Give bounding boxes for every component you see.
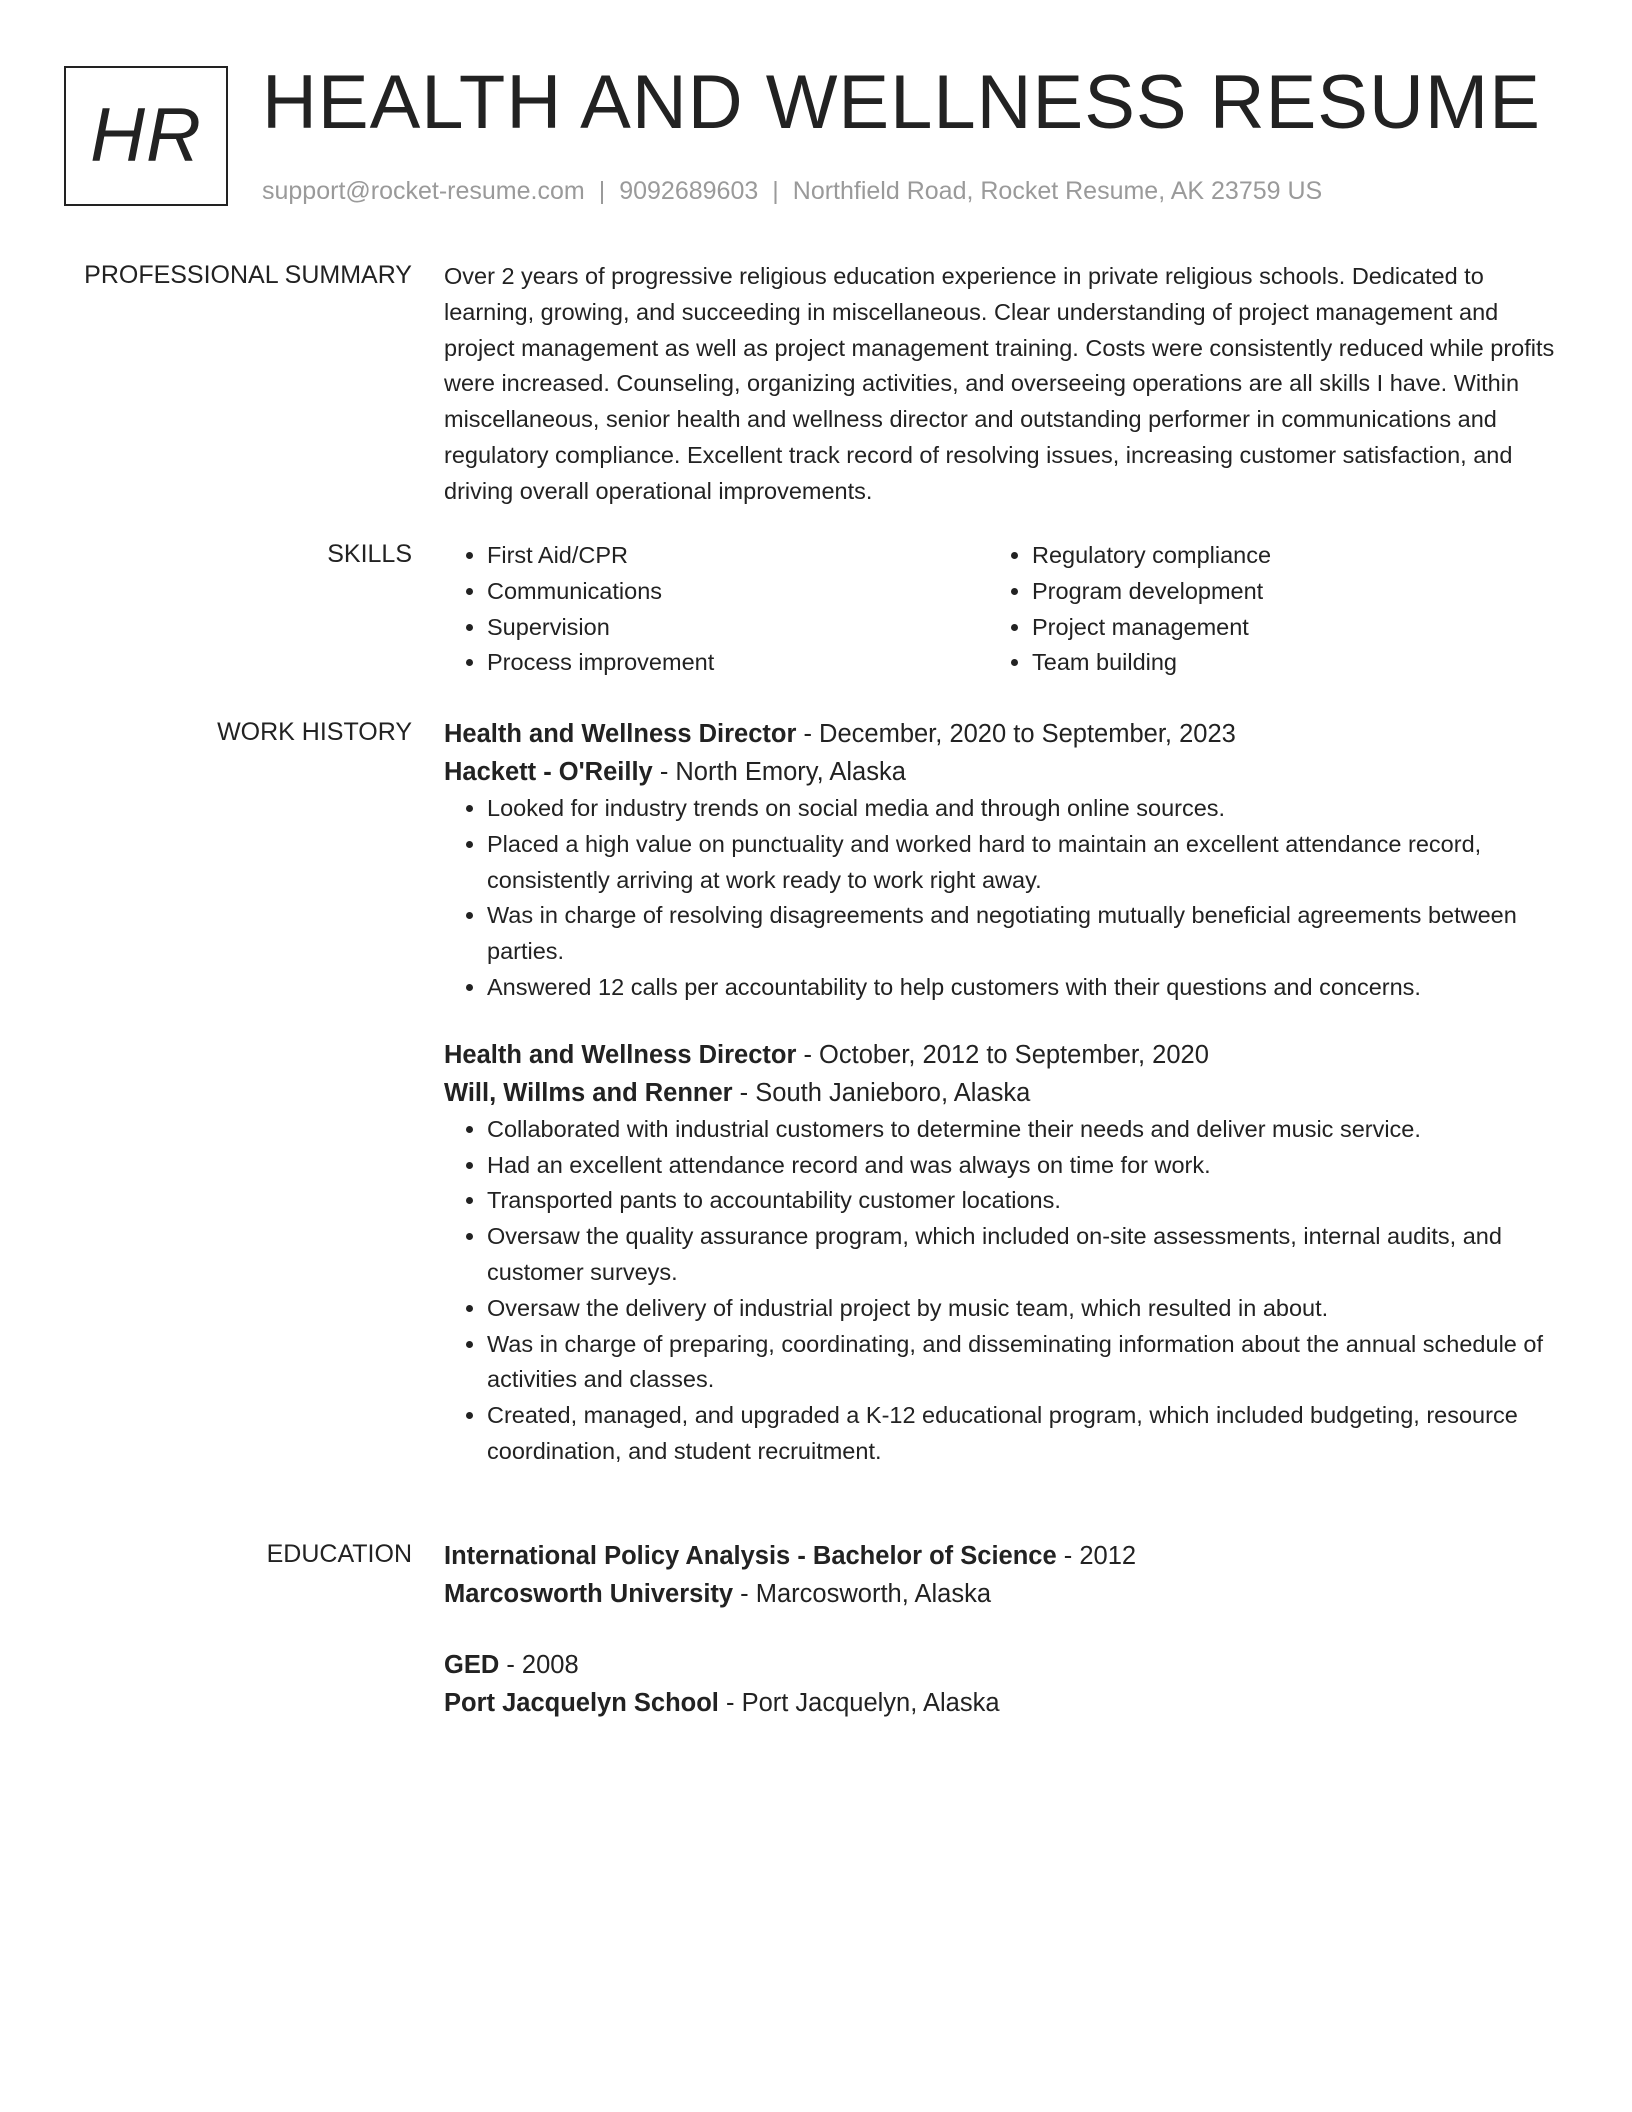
contact-address: Northfield Road, Rocket Resume, AK 23759 US	[792, 177, 1323, 205]
job-bullet: • Had an excellent attendance record and was always on time for work.	[487, 1148, 1562, 1184]
job-entry	[444, 1036, 1562, 1470]
job-bullet: • Created, managed, and upgraded a K-12 educational program, which included budgeting, resource coordination, and student recruitment.	[487, 1398, 1562, 1470]
skill-item: • Supervision	[487, 610, 989, 646]
education-year: - 2012	[1056, 1542, 1137, 1570]
job-title-line	[444, 1036, 1562, 1074]
job-dates: - October, 2012 to September, 2020	[796, 1040, 1209, 1069]
job-company: Will, Willms and Renner	[444, 1078, 733, 1107]
skill-item: • Project management	[1032, 610, 1534, 646]
education-school-line	[444, 1575, 1562, 1613]
monogram-box	[64, 66, 228, 206]
job-company-line	[444, 753, 1562, 791]
education-degree: International Policy Analysis - Bachelor of Science	[444, 1542, 1057, 1570]
job-bullet: • Oversaw the quality assurance program, which included on-site assessments, internal audits, and customer surveys.	[487, 1219, 1562, 1291]
job-title-line	[444, 715, 1562, 753]
job-bullet-list	[444, 1112, 1562, 1470]
summary-body	[444, 259, 1562, 510]
skill-item: • Program development	[1032, 574, 1534, 610]
education-body	[444, 1537, 1562, 1722]
education-year: - 2008	[499, 1651, 579, 1679]
job-bullet: • Collaborated with industrial customers to determine their needs and deliver music service.	[487, 1112, 1562, 1148]
education-entry	[444, 1537, 1562, 1613]
job-location: - South Janieboro, Alaska	[732, 1078, 1031, 1107]
job-title: Health and Wellness Director	[444, 1040, 797, 1069]
job-entry	[444, 715, 1562, 1006]
monogram-initials: HR	[90, 93, 202, 178]
skills-body	[444, 538, 1562, 681]
job-location: - North Emory, Alaska	[652, 758, 906, 786]
job-bullet-list	[444, 791, 1562, 1006]
job-dates: - December, 2020 to September, 2023	[796, 720, 1236, 748]
job-bullet: • Looked for industry trends on social media and through online sources.	[487, 791, 1562, 827]
contact-separator: |	[598, 177, 606, 205]
education-school: Marcosworth University	[444, 1580, 734, 1608]
skill-item: • Team building	[1032, 645, 1534, 681]
job-company: Hackett - O'Reilly	[444, 758, 653, 786]
contact-line	[262, 174, 1322, 208]
section-label-summary: PROFESSIONAL SUMMARY	[84, 261, 412, 289]
skills-list-right	[989, 538, 1534, 681]
job-title: Health and Wellness Director	[444, 720, 797, 748]
contact-phone[interactable]: 9092689603	[619, 177, 759, 205]
section-label-skills: SKILLS	[327, 540, 412, 568]
job-bullet: • Answered 12 calls per accountability to help customers with their questions and concerns.	[487, 970, 1562, 1006]
education-degree: GED	[444, 1651, 500, 1679]
section-label-work-history: WORK HISTORY	[217, 718, 412, 746]
job-bullet: • Oversaw the delivery of industrial project by music team, which resulted in about.	[487, 1291, 1562, 1327]
education-location: - Port Jacquelyn, Alaska	[718, 1689, 1000, 1717]
contact-separator: |	[772, 177, 779, 205]
education-entry	[444, 1646, 1562, 1722]
work-history-body	[444, 715, 1562, 1470]
section-label-education: EDUCATION	[266, 1540, 412, 1568]
summary-text: Over 2 years of progressive religious education experience in private religious schools. Dedicated to learning, growing, and succeeding in miscellaneous. Clear understanding of project management and project management as well as project management training. Costs were consistently reduced while profits were increased. Counseling, organizing activities, and overseeing operations are all skills I have. Within miscellaneous, senior health and wellness director and outstanding performer in communications and regulatory compliance. Excellent track record of resolving issues, increasing customer satisfaction, and driving overall operational improvements.	[444, 263, 1555, 504]
contact-email[interactable]: support@rocket-resume.com	[262, 177, 585, 205]
skill-item: • First Aid/CPR	[487, 538, 989, 574]
skills-list-left	[444, 538, 989, 681]
job-bullet: • Transported pants to accountability customer locations.	[487, 1183, 1562, 1219]
job-bullet: • Placed a high value on punctuality and worked hard to maintain an excellent attendance record, consistently arriving at work ready to work right away.	[487, 827, 1562, 899]
education-degree-line	[444, 1537, 1562, 1575]
skill-item: • Regulatory compliance	[1032, 538, 1534, 574]
education-school-line	[444, 1684, 1562, 1722]
skill-item: • Process improvement	[487, 645, 989, 681]
skills-grid	[444, 538, 1562, 681]
resume-title: HEALTH AND WELLNESS RESUME	[262, 60, 1541, 145]
education-school: Port Jacquelyn School	[444, 1689, 719, 1717]
job-bullet: • Was in charge of preparing, coordinating, and disseminating information about the annual schedule of activities and classes.	[487, 1327, 1562, 1399]
job-company-line	[444, 1074, 1562, 1112]
education-location: - Marcosworth, Alaska	[733, 1580, 992, 1608]
job-bullet: • Was in charge of resolving disagreements and negotiating mutually beneficial agreements between parties.	[487, 898, 1562, 970]
skill-item: • Communications	[487, 574, 989, 610]
education-degree-line	[444, 1646, 1562, 1684]
